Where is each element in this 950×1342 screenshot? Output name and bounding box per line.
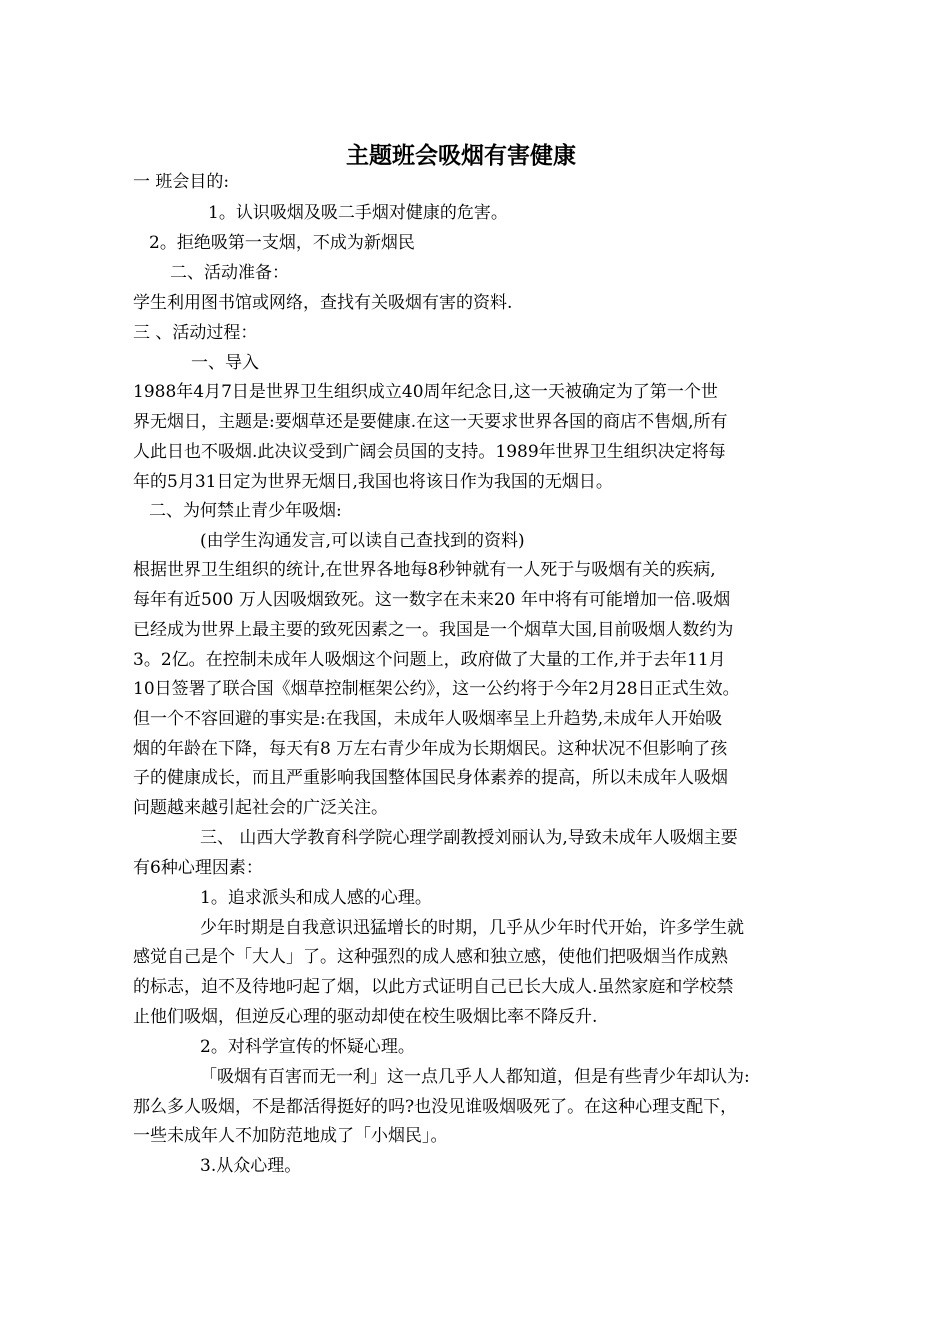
text-line: 烟的年龄在下降，每天有8 万左右青少年成为长期烟民。这种状况不但影响了孩 bbox=[133, 739, 728, 759]
text-line: 学生利用图书馆或网络，查找有关吸烟有害的资料. bbox=[133, 293, 513, 313]
text-line: 3.从众心理。 bbox=[200, 1156, 302, 1176]
text-line: 「吸烟有百害而无一利」这一点几乎人人都知道，但是有些青少年却认为: bbox=[200, 1067, 750, 1087]
text-line: 三 、活动过程： bbox=[133, 323, 258, 343]
text-line: 根据世界卫生组织的统计,在世界各地每8秒钟就有一人死于与吸烟有关的疾病, bbox=[133, 560, 716, 580]
text-line: 10日签署了联合国《烟草控制框架公约》，这一公约将于今年2月28日正式生效。 bbox=[133, 679, 740, 699]
text-line: 2。拒绝吸第一支烟，不成为新烟民 bbox=[149, 233, 415, 253]
text-line: 一 班会目的: bbox=[133, 172, 230, 192]
text-line: 已经成为世界上最主要的致死因素之一。我国是一个烟草大国,目前吸烟人数约为 bbox=[133, 620, 734, 640]
text-line: (由学生沟通发言,可以读自己查找到的资料) bbox=[200, 531, 525, 551]
text-line: 有6种心理因素： bbox=[133, 858, 263, 878]
text-line: 的标志，迫不及待地叼起了烟，以此方式证明自己已长大成人.虽然家庭和学校禁 bbox=[133, 977, 734, 997]
text-line: 子的健康成长，而且严重影响我国整体国民身体素养的提高，所以未成年人吸烟 bbox=[133, 768, 728, 788]
text-line: 年的5月31日定为世界无烟日,我国也将该日作为我国的无烟日。 bbox=[133, 472, 613, 492]
text-line: 二、为何禁止青少年吸烟: bbox=[149, 501, 342, 521]
text-line: 1。认识吸烟及吸二手烟对健康的危害。 bbox=[208, 203, 508, 223]
text-line: 感觉自己是个「大人」了。这种强烈的成人感和独立感，使他们把吸烟当作成熟 bbox=[133, 947, 728, 967]
text-line: 1988年4月7日是世界卫生组织成立40周年纪念日,这一天被确定为了第一个世 bbox=[133, 382, 718, 402]
document-title: 主题班会吸烟有害健康 bbox=[346, 142, 576, 169]
text-line: 少年时期是自我意识迅猛增长的时期，几乎从少年时代开始，许多学生就 bbox=[200, 918, 744, 938]
text-line: 界无烟日，主题是:要烟草还是要健康.在这一天要求世界各国的商店不售烟,所有 bbox=[133, 412, 728, 432]
text-line: 但一个不容回避的事实是:在我国，未成年人吸烟率呈上升趋势,未成年人开始吸 bbox=[133, 709, 723, 729]
text-line: 那么多人吸烟，不是都活得挺好的吗?也没见谁吸烟吸死了。在这种心理支配下， bbox=[133, 1097, 738, 1117]
text-line: 止他们吸烟，但逆反心理的驱动却使在校生吸烟比率不降反升. bbox=[133, 1007, 598, 1027]
text-line: 问题越来越引起社会的广泛关注。 bbox=[133, 798, 388, 818]
text-line: 三、 山西大学教育科学院心理学副教授刘丽认为,导致未成年人吸烟主要 bbox=[200, 828, 738, 848]
text-line: 1。追求派头和成人感的心理。 bbox=[200, 888, 432, 908]
text-line: 人此日也不吸烟.此决议受到广阔会员国的支持。1989年世界卫生组织决定将每 bbox=[133, 442, 726, 462]
text-line: 2。对科学宣传的怀疑心理。 bbox=[200, 1037, 415, 1057]
text-line: 二、活动准备： bbox=[170, 263, 289, 283]
text-line: 一些未成年人不加防范地成了「小烟民」。 bbox=[133, 1126, 448, 1146]
text-line: 一、导入 bbox=[191, 353, 259, 373]
text-line: 3。2亿。在控制未成年人吸烟这个问题上，政府做了大量的工作,并于去年11月 bbox=[133, 650, 726, 670]
text-line: 每年有近500 万人因吸烟致死。这一数字在未来20 年中将有可能增加一倍.吸烟 bbox=[133, 590, 731, 610]
